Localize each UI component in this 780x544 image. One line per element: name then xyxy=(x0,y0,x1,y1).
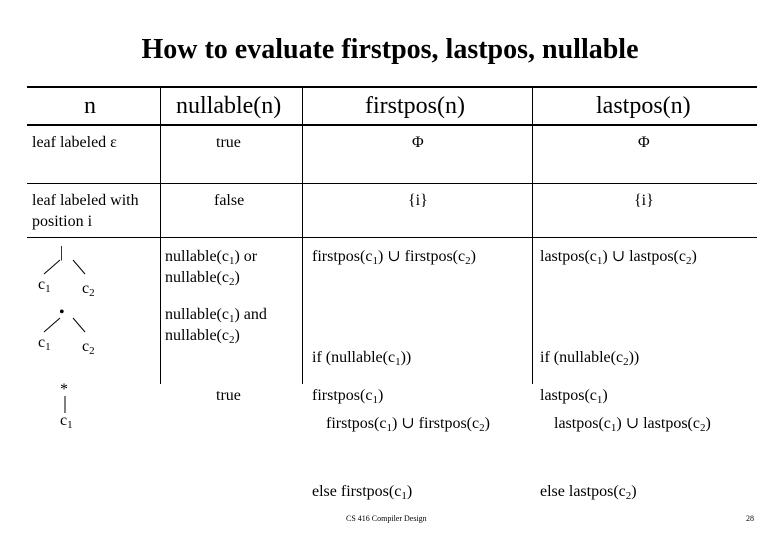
nullable-cell: $nullable(c_1)$ or $nullable(c_2)$ xyxy=(165,248,258,288)
column-divider xyxy=(160,88,161,384)
header-n: n xyxy=(84,93,96,119)
header-firstpos: firstpos(n) xyxy=(365,93,465,119)
lastpos-cell: $lastpos(c_1)$ xyxy=(540,387,608,406)
row-rule xyxy=(27,237,757,238)
tree-edge xyxy=(73,260,85,274)
row-leaf-position-label xyxy=(32,190,139,232)
child-c1-label: $c_1$ xyxy=(38,276,51,295)
footer-course: CS 416 Compiler Design xyxy=(346,514,427,523)
firstpos-cell: if $(nullable(c_1))$ $firstpos(c_1)$ ∪ $firstpos(c_2)$ else $firstpos(c_1)$ xyxy=(312,349,490,502)
or-node-symbol: | xyxy=(60,244,64,261)
star-node-symbol: * xyxy=(60,381,68,398)
lastpos-cell: $lastpos(c_1)$ ∪ $lastpos(c_2)$ xyxy=(540,248,697,267)
column-divider xyxy=(302,88,303,384)
tree-edge xyxy=(44,260,60,274)
tree-edge xyxy=(73,318,85,332)
firstpos-cell: {i} xyxy=(408,192,428,209)
table-top-rule xyxy=(27,86,757,88)
footer-page-number: 28 xyxy=(746,514,754,523)
firstpos-cell: $firstpos(c_1)$ ∪ $firstpos(c_2)$ xyxy=(312,248,476,267)
row-leaf-epsilon-label: leaf labeled ε xyxy=(32,134,117,151)
lastpos-cell: {i} xyxy=(634,192,654,209)
lastpos-cell: if $(nullable(c_2))$ $lastpos(c_1)$ ∪ $lastpos(c_2)$ else $lastpos(c_2)$ xyxy=(540,349,711,502)
nullable-cell: true xyxy=(216,134,241,151)
lastpos-cell: Φ xyxy=(638,134,650,151)
child-c2-label: $c_2$ xyxy=(82,280,95,299)
nullable-cell: false xyxy=(214,192,245,209)
child-c2-label: $c_2$ xyxy=(82,338,95,357)
cat-node-symbol: • xyxy=(59,304,65,321)
firstpos-cell: $firstpos(c_1)$ xyxy=(312,387,384,406)
tree-edge xyxy=(44,318,60,332)
nullable-cell: true xyxy=(216,387,241,404)
label-line: position i xyxy=(32,213,93,230)
firstpos-cell: Φ xyxy=(412,134,424,151)
child-c1-label: $c_1$ xyxy=(38,334,51,353)
header-rule xyxy=(27,124,757,126)
slide-title: How to evaluate firstpos, lastpos, nullable xyxy=(141,34,639,65)
child-c1-label: $c_1$ xyxy=(60,412,73,431)
header-lastpos: lastpos(n) xyxy=(596,93,691,119)
nullable-cell: $nullable(c_1)$ and $nullable(c_2)$ xyxy=(165,306,267,346)
label-line: leaf labeled with xyxy=(32,192,139,209)
header-nullable: nullable(n) xyxy=(176,93,282,119)
column-divider xyxy=(532,88,533,384)
row-rule xyxy=(27,183,757,184)
